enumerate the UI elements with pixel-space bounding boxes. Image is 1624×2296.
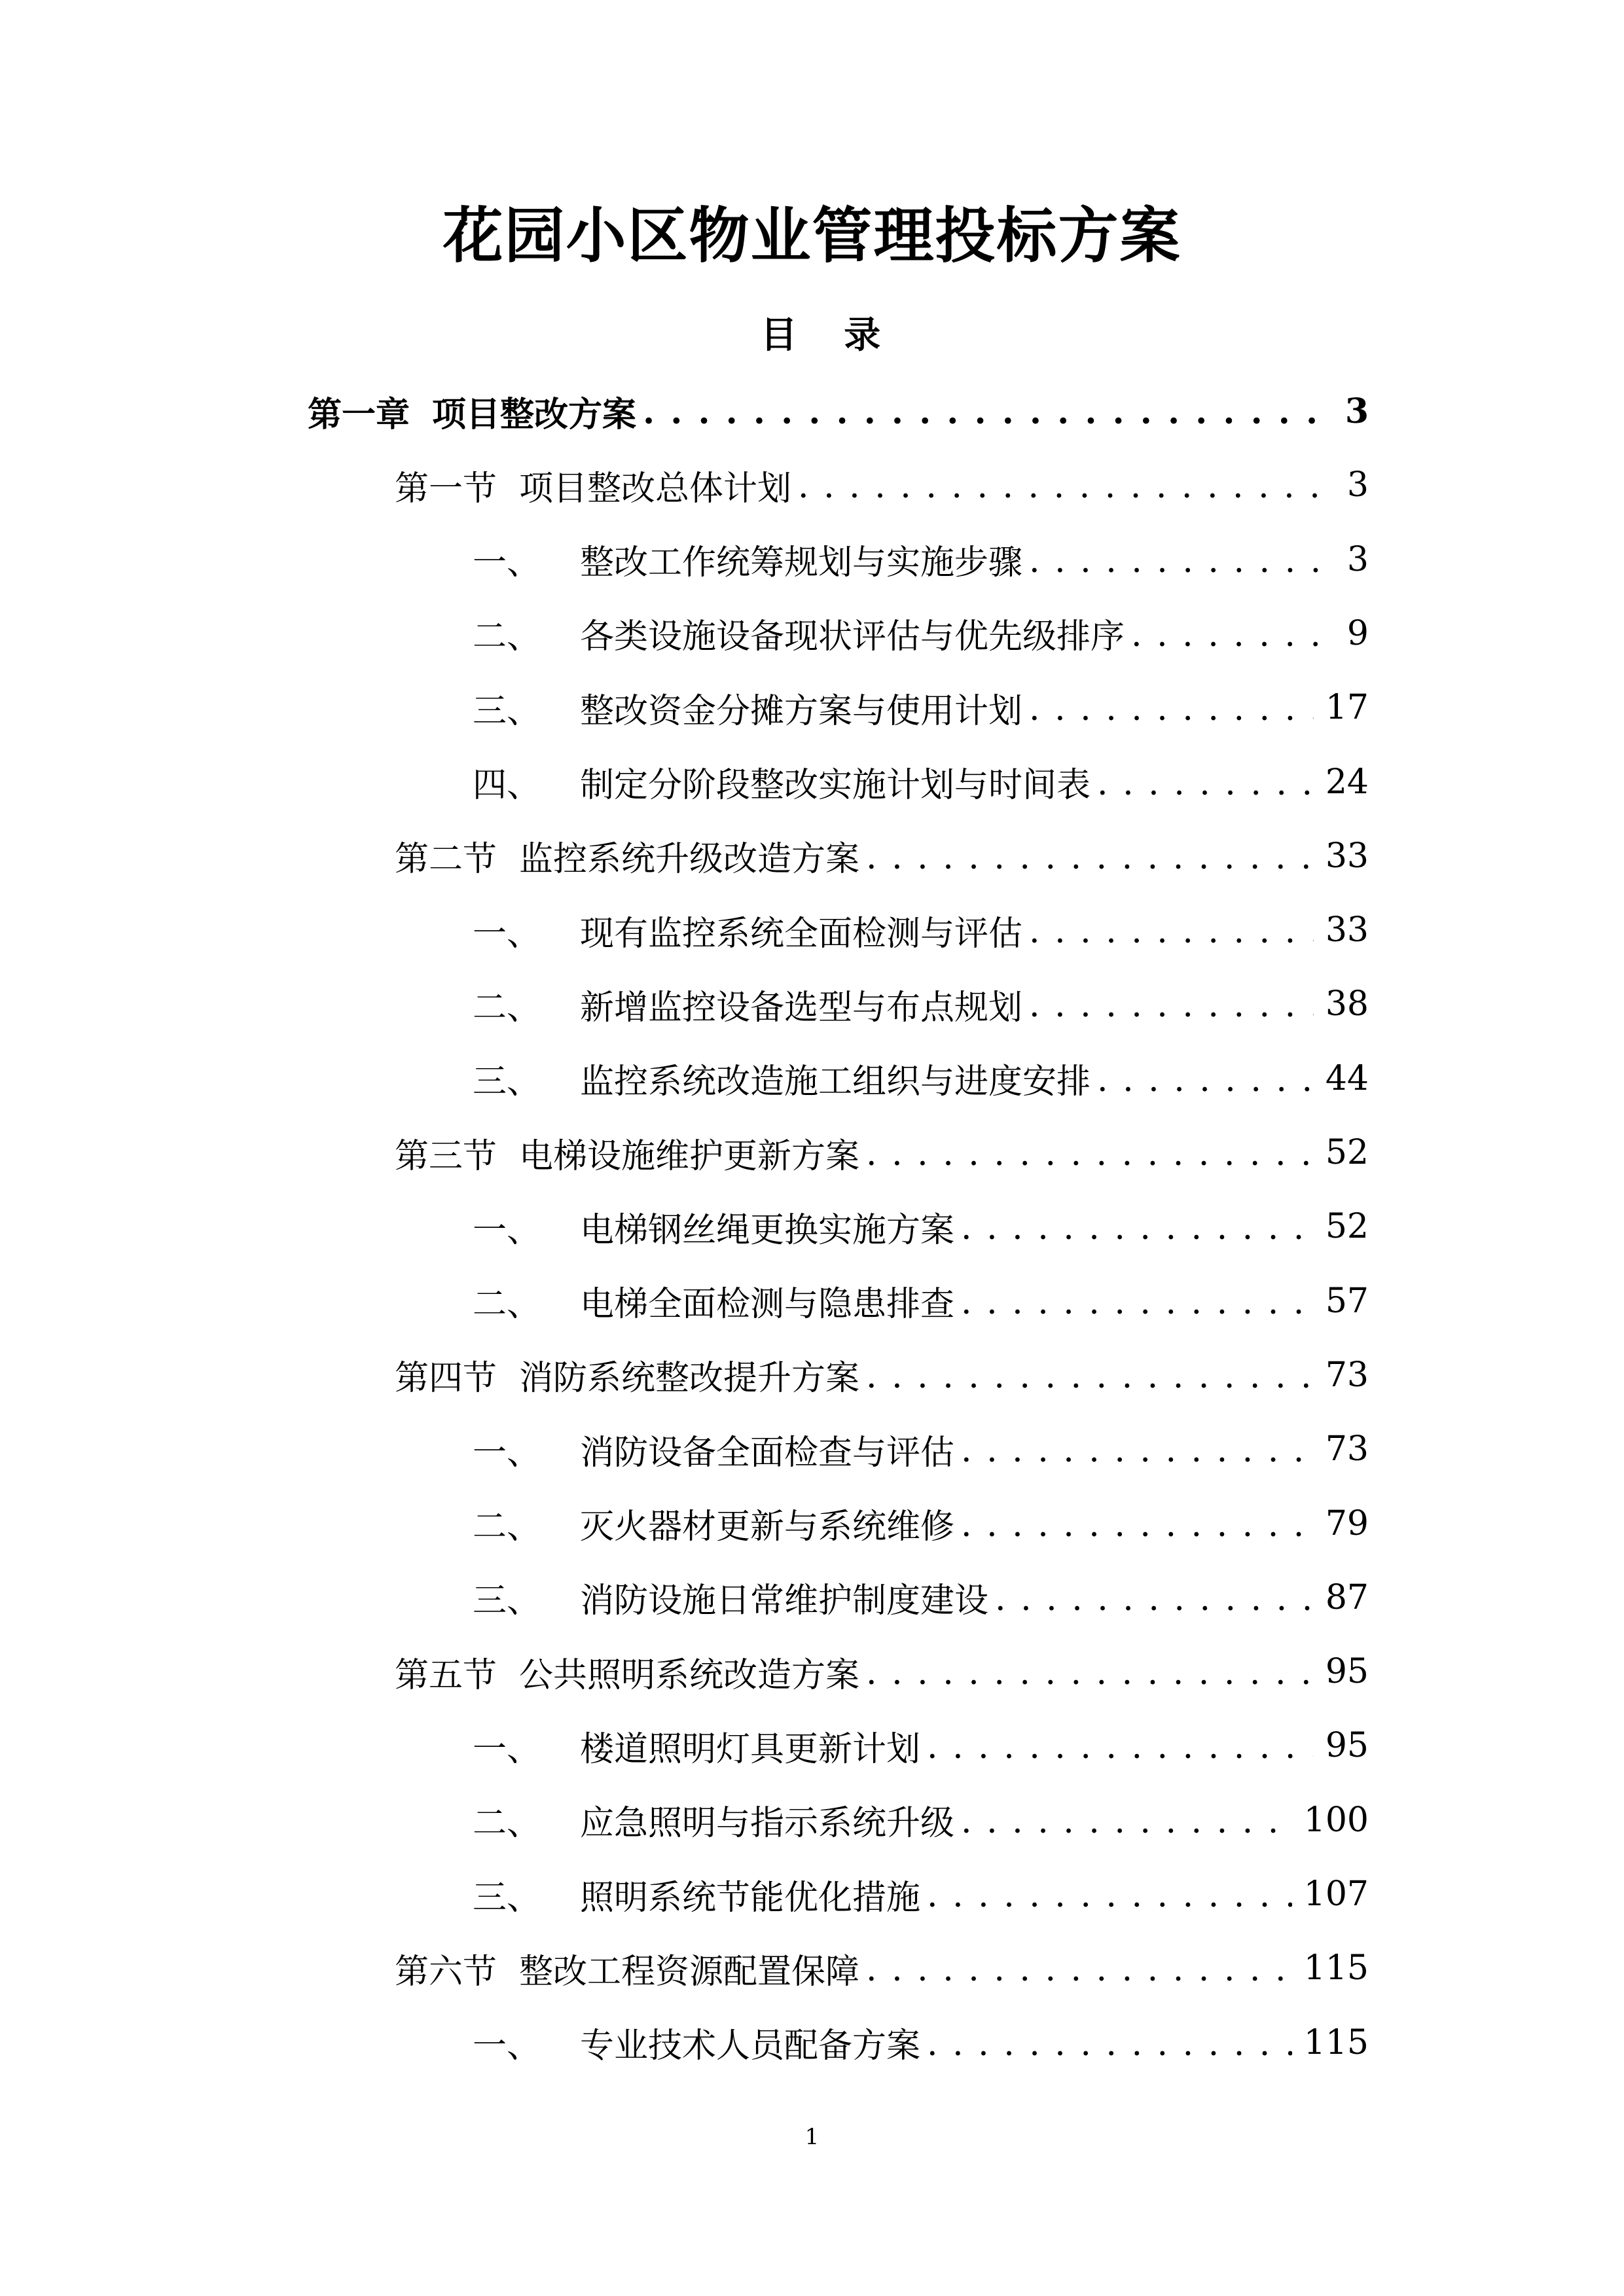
- toc-entry-page: 24: [1325, 762, 1369, 802]
- toc-dot-leader: [927, 2023, 1292, 2062]
- toc-entry-title: 公共照明系统改造方案: [519, 1655, 860, 1695]
- toc-dot-leader: [1097, 762, 1314, 802]
- toc-entry-title: 电梯全面检测与隐患排查: [580, 1285, 955, 1325]
- toc-dot-leader: [927, 1874, 1292, 1914]
- toc-entry-title: 整改工程资源配置保障: [519, 1952, 860, 1992]
- toc-entry-title: 楼道照明灯具更新计划: [580, 1729, 921, 1769]
- toc-entry-label: [473, 2018, 920, 2067]
- toc-entry-section[interactable]: [395, 452, 1369, 518]
- toc-dot-leader: [1029, 688, 1314, 727]
- toc-entry-label: [473, 535, 1022, 584]
- toc-dot-leader: [1029, 910, 1314, 950]
- toc-entry-item[interactable]: [473, 1787, 1369, 1853]
- toc-entry-number: 二、: [473, 617, 541, 657]
- toc-entry-page: 44: [1325, 1058, 1369, 1098]
- toc-entry-item[interactable]: [473, 527, 1369, 592]
- toc-entry-page: 33: [1325, 836, 1369, 876]
- toc-entry-label: [473, 1425, 954, 1474]
- toc-entry-label: [473, 683, 1022, 732]
- toc-dot-leader: [866, 1355, 1314, 1395]
- toc-entry-number: 三、: [473, 1062, 541, 1102]
- toc-entry-page: 52: [1325, 1133, 1369, 1172]
- toc-dot-leader: [961, 1801, 1292, 1840]
- toc-dot-leader: [961, 1429, 1314, 1469]
- toc-entry-label: [395, 1350, 859, 1399]
- page-number: 1: [804, 2124, 820, 2150]
- toc-entry-page: 38: [1325, 984, 1369, 1024]
- toc-entry-page: 57: [1325, 1281, 1369, 1321]
- toc-entry-page: 52: [1325, 1207, 1369, 1247]
- toc-dot-leader: [866, 1133, 1314, 1172]
- toc-entry-label: [473, 1870, 920, 1919]
- toc-dot-leader: [866, 836, 1314, 876]
- toc-entry-title: 整改资金分摊方案与使用计划: [580, 691, 1023, 731]
- toc-entry-number: 二、: [473, 1804, 541, 1844]
- toc-entry-page: 3: [1346, 465, 1369, 505]
- toc-dot-leader: [961, 1207, 1314, 1246]
- toc-entry-item[interactable]: [473, 1194, 1369, 1259]
- toc-entry-title: 项目整改总体计划: [519, 469, 792, 509]
- toc-entry-page: 73: [1325, 1355, 1369, 1395]
- toc-dot-leader: [798, 465, 1331, 505]
- toc-entry-title: 消防系统整改提升方案: [519, 1359, 860, 1399]
- toc-entry-page: 115: [1303, 2022, 1369, 2062]
- toc-entry-title: 新增监控设备选型与布点规划: [580, 988, 1023, 1028]
- toc-entry-label: [473, 1721, 920, 1770]
- toc-entry-title: 各类设施设备现状评估与优先级排序: [580, 617, 1125, 657]
- toc-entry-page: 73: [1325, 1429, 1369, 1469]
- toc-entry-label: [473, 1573, 988, 1622]
- toc-entry-label: [473, 980, 1022, 1029]
- toc-entry-page: 79: [1325, 1503, 1369, 1543]
- toc-entry-item[interactable]: [473, 749, 1369, 815]
- toc-entry-title: 专业技术人员配备方案: [580, 2026, 921, 2066]
- toc-dot-leader: [927, 1726, 1314, 1765]
- toc-entry-title: 电梯设施维护更新方案: [519, 1136, 860, 1176]
- toc-entry-item[interactable]: [473, 1713, 1369, 1778]
- toc-entry-number: 一、: [473, 543, 541, 583]
- toc-entry-label: [308, 387, 636, 436]
- toc-entry-title: 监控系统改造施工组织与进度安排: [580, 1062, 1091, 1102]
- toc-dot-leader: [1131, 614, 1331, 653]
- toc-entry-label: [395, 1128, 859, 1177]
- toc-entry-number: 三、: [473, 1581, 541, 1621]
- toc-entry-number: 第二节: [395, 840, 497, 880]
- toc-entry-number: 一、: [473, 1433, 541, 1473]
- toc-entry-section[interactable]: [395, 823, 1369, 889]
- toc-entry-label: [473, 1795, 954, 1844]
- toc-entry-title: 整改工作统筹规划与实施步骤: [580, 543, 1023, 583]
- toc-entry-label: [473, 1276, 954, 1325]
- toc-entry-number: 第一章: [308, 394, 410, 435]
- toc-entry-number: 一、: [473, 1729, 541, 1769]
- toc-entry-label: [395, 461, 791, 510]
- toc-entry-number: 第五节: [395, 1655, 497, 1695]
- toc-dot-leader: [1097, 1059, 1314, 1098]
- toc-entry-item[interactable]: [473, 897, 1369, 963]
- toc-entry-item[interactable]: [473, 601, 1369, 666]
- toc-entry-label: [473, 757, 1091, 806]
- toc-entry-item[interactable]: [473, 1046, 1369, 1111]
- toc-entry-number: 二、: [473, 1285, 541, 1325]
- toc-entry-number: 二、: [473, 1507, 541, 1547]
- toc-heading: 目 录: [760, 314, 898, 357]
- toc-entry-item[interactable]: [473, 1416, 1369, 1482]
- toc-entry-label: [395, 1944, 859, 1993]
- document-title: 花园小区物业管理投标方案: [442, 200, 1182, 271]
- toc-entry-section[interactable]: [395, 1342, 1369, 1408]
- toc-entry-number: 第六节: [395, 1952, 497, 1992]
- toc-entry-number: 第一节: [395, 469, 497, 509]
- toc-entry-chapter[interactable]: [308, 378, 1369, 444]
- toc-dot-leader: [643, 391, 1331, 431]
- toc-entry-section[interactable]: [395, 1639, 1369, 1704]
- toc-entry-page: 115: [1303, 1948, 1369, 1988]
- toc-entry-number: 一、: [473, 1210, 541, 1250]
- toc-entry-item[interactable]: [473, 1861, 1369, 1927]
- toc-entry-item[interactable]: [473, 1268, 1369, 1334]
- toc-entry-label: [473, 906, 1022, 955]
- toc-entry-title: 项目整改方案: [432, 394, 637, 435]
- toc-entry-number: 三、: [473, 1878, 541, 1918]
- toc-entry-label: [473, 609, 1125, 658]
- toc-entry-item[interactable]: [473, 675, 1369, 740]
- toc-dot-leader: [961, 1504, 1314, 1543]
- toc-entry-number: 一、: [473, 914, 541, 954]
- toc-entry-item[interactable]: [473, 1565, 1369, 1630]
- toc-entry-page: 3: [1346, 539, 1369, 579]
- toc-entry-page: 100: [1303, 1800, 1369, 1840]
- toc-entry-number: 三、: [473, 691, 541, 731]
- toc-entry-title: 消防设备全面检查与评估: [580, 1433, 955, 1473]
- toc-entry-page: 95: [1325, 1726, 1369, 1766]
- toc-dot-leader: [1029, 984, 1314, 1024]
- toc-entry-title: 现有监控系统全面检测与评估: [580, 914, 1023, 954]
- toc-entry-page: 3: [1344, 391, 1369, 431]
- toc-entry-title: 灭火器材更新与系统维修: [580, 1507, 955, 1547]
- toc-entry-number: 第三节: [395, 1136, 497, 1176]
- toc-entry-number: 二、: [473, 988, 541, 1028]
- toc-entry-label: [395, 831, 859, 880]
- toc-entry-label: [473, 1202, 954, 1251]
- toc-entry-label: [473, 1054, 1091, 1103]
- toc-entry-title: 消防设施日常维护制度建设: [580, 1581, 989, 1621]
- toc-entry-section[interactable]: [395, 1120, 1369, 1185]
- toc-entry-title: 监控系统升级改造方案: [519, 840, 860, 880]
- toc-entry-page: 17: [1325, 688, 1369, 728]
- toc-entry-title: 制定分阶段整改实施计划与时间表: [580, 766, 1091, 805]
- toc-entry-page: 95: [1325, 1652, 1369, 1692]
- toc-entry-page: 33: [1325, 910, 1369, 950]
- toc-entry-item[interactable]: [473, 971, 1369, 1037]
- toc-entry-page: 9: [1346, 613, 1369, 653]
- toc-dot-leader: [1029, 540, 1331, 579]
- toc-entry-label: [395, 1647, 859, 1696]
- toc-entry-number: 四、: [473, 766, 541, 805]
- toc-entry-title: 应急照明与指示系统升级: [580, 1804, 955, 1844]
- toc-entry-item[interactable]: [473, 2010, 1369, 2075]
- toc-entry-page: 87: [1325, 1577, 1369, 1617]
- toc-entry-number: 第四节: [395, 1359, 497, 1399]
- toc-dot-leader: [866, 1652, 1314, 1691]
- toc-entry-label: [473, 1499, 954, 1548]
- toc-entry-title: 电梯钢丝绳更换实施方案: [580, 1210, 955, 1250]
- toc-entry-number: 一、: [473, 2026, 541, 2066]
- toc-dot-leader: [995, 1578, 1314, 1617]
- toc-dot-leader: [866, 1948, 1292, 1988]
- toc-dot-leader: [961, 1282, 1314, 1321]
- toc-entry-item[interactable]: [473, 1491, 1369, 1556]
- toc-entry-section[interactable]: [395, 1935, 1369, 2001]
- toc-entry-page: 107: [1303, 1874, 1369, 1914]
- toc-entry-title: 照明系统节能优化措施: [580, 1878, 921, 1918]
